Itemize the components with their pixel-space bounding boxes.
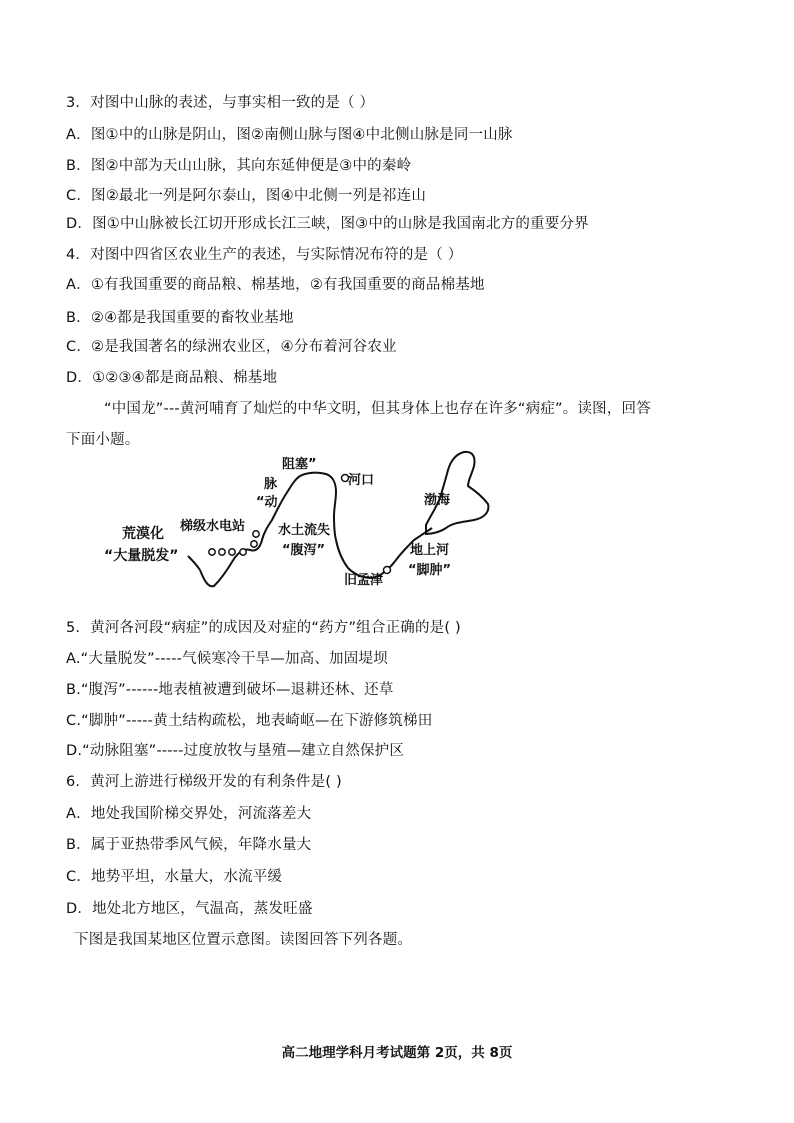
q6-stem: 6．黄河上游进行梯级开发的有利条件是( ) (66, 774, 342, 790)
q5-option-c: C.“脚肿”-----黄土结构疏松，地表崎岖—在下游修筑梯田 (66, 713, 433, 729)
yellow-river-map (96, 440, 506, 590)
q6-option-a: A．地处我国阶梯交界处，河流落差大 (66, 806, 312, 822)
cascade-station-dot (209, 549, 215, 555)
label-swollen-feet: “脚肿” (408, 563, 452, 578)
q4-option-b: B．②④都是我国重要的畜牧业基地 (66, 310, 294, 326)
cascade-station-dot (240, 549, 246, 555)
q6-option-b: B．属于亚热带季风气候，年降水量大 (66, 837, 312, 853)
label-hair-loss: “大量脱发” (104, 548, 179, 564)
q5-stem: 5．黄河各河段“病症”的成因及对症的“药方”组合正确的是( ) (66, 620, 461, 636)
q3-option-a: A．图①中的山脉是阴山，图②南侧山脉与图④中北侧山脉是同一山脉 (66, 127, 513, 143)
q5-option-d: D.“动脉阻塞”-----过度放牧与垦殖—建立自然保护区 (66, 743, 405, 759)
label-diarrhea: “腹泻” (282, 543, 326, 558)
q4-stem: 4．对图中四省区农业生产的表述，与实际情况布符的是（ ） (66, 247, 463, 263)
label-desertification: 荒漠化 (122, 526, 164, 542)
label-hekou: 河口 (348, 473, 375, 488)
q5-option-a: A.“大量脱发”-----气候寒冷干旱—加高、加固堤坝 (66, 651, 388, 667)
q4-option-d: D．①②③④都是商品粮、棉基地 (66, 370, 278, 386)
q3-option-c: C．图②最北一列是阿尔泰山，图④中北侧一列是祁连山 (66, 188, 427, 204)
intro-map-question: 下图是我国某地区位置示意图。读图回答下列各题。 (74, 932, 413, 948)
label-bohai: 渤海 (424, 493, 451, 508)
intro-paragraph-line2: 下面小题。 (66, 432, 140, 448)
cascade-station-dot (229, 549, 235, 555)
cascade-station-dot (251, 541, 257, 547)
q6-option-c: C．地势平坦，水量大，水流平缓 (66, 869, 283, 885)
label-cascade-stations: 梯级水电站 (180, 519, 246, 534)
label-soil-erosion: 水土流失 (278, 523, 331, 538)
label-dong: “动 (256, 495, 278, 510)
q3-stem: 3．对图中山脉的表述，与事实相一致的是（ ） (66, 95, 375, 111)
label-zusai: 阻塞” (282, 457, 317, 472)
intro-paragraph-line1: “中国龙”---黄河哺育了灿烂的中华文明，但其身体上也存在许多“病症”。读图，回答 (104, 401, 651, 417)
yellow-river-source (188, 556, 200, 570)
q6-option-d: D．地处北方地区，气温高，蒸发旺盛 (66, 901, 313, 917)
page-footer: 高二地理学科月考试题第 2页，共 8页 (281, 1045, 513, 1061)
q3-option-b: B．图②中部为天山山脉，其向东延伸便是③中的秦岭 (66, 158, 412, 174)
q4-option-a: A．①有我国重要的商品粮、棉基地，②有我国重要的商品棉基地 (66, 277, 485, 293)
cascade-station-dot (219, 549, 225, 555)
cascade-station-dot (253, 531, 259, 537)
label-mai: 脉 (264, 477, 278, 492)
jiumengjin-marker (384, 567, 391, 574)
label-suspended-river: 地上河 (410, 543, 450, 558)
label-jiumengjin: 旧孟津 (344, 573, 384, 588)
q5-option-b: B.“腹泻”------地表植被遭到破坏—退耕还林、还草 (66, 682, 394, 698)
q4-option-c: C．②是我国著名的绿洲农业区，④分布着河谷农业 (66, 339, 397, 355)
q3-option-d: D．图①中山脉被长江切开形成长江三峡，图③中的山脉是我国南北方的重要分界 (66, 216, 589, 232)
